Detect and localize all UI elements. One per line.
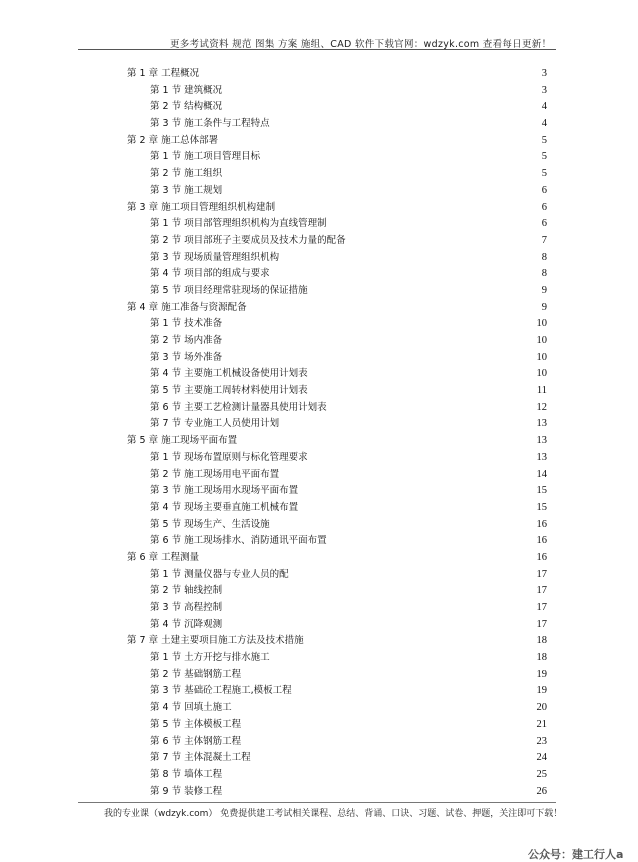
toc-entry-label: 第 1 节 建筑概况	[150, 84, 223, 96]
toc-section-entry[interactable]	[127, 700, 547, 717]
toc-section-entry[interactable]	[127, 784, 547, 801]
toc-entry-label: 第 2 节 施工组织	[150, 168, 223, 180]
toc-page-number: 4	[541, 101, 547, 113]
toc-section-entry[interactable]	[127, 683, 547, 700]
toc-page-number: 5	[541, 168, 547, 180]
toc-page-number: 21	[536, 718, 547, 730]
toc-page-number: 17	[536, 585, 547, 597]
toc-section-entry[interactable]	[127, 99, 547, 116]
toc-leader-dots	[224, 195, 540, 196]
toc-section-entry[interactable]	[127, 650, 547, 667]
toc-entry-label: 第 1 节 土方开挖与排水施工	[150, 652, 270, 664]
toc-leader-dots	[348, 245, 540, 246]
toc-entry-label: 第 9 节 装修工程	[150, 785, 223, 797]
toc-section-entry[interactable]	[127, 233, 547, 250]
toc-entry-label: 第 7 节 主体混凝土工程	[150, 752, 251, 764]
toc-leader-dots	[294, 695, 535, 696]
toc-page-number: 15	[536, 501, 547, 513]
toc-leader-dots	[253, 762, 535, 763]
toc-leader-dots	[201, 78, 540, 79]
toc-section-entry[interactable]	[127, 350, 547, 367]
toc-leader-dots	[310, 378, 535, 379]
toc-leader-dots	[281, 478, 534, 479]
toc-section-entry[interactable]	[127, 583, 547, 600]
toc-entry-label: 第 6 节 施工现场排水、消防通讯平面布置	[150, 535, 327, 547]
toc-entry-label: 第 1 节 现场布置原则与标化管理要求	[150, 451, 308, 463]
toc-leader-dots	[234, 712, 535, 713]
toc-leader-dots	[249, 311, 540, 312]
toc-leader-dots	[220, 145, 540, 146]
toc-leader-dots	[272, 662, 535, 663]
toc-leader-dots	[272, 528, 535, 529]
toc-entry-label: 第 1 节 施工项目管理目标	[150, 151, 261, 163]
toc-page-number: 11	[536, 385, 547, 397]
footer-divider	[78, 802, 556, 803]
toc-entry-label: 第 4 节 主要施工机械设备使用计划表	[150, 368, 308, 380]
toc-chapter-entry[interactable]	[127, 66, 547, 83]
toc-page-number: 17	[536, 568, 547, 580]
toc-section-entry[interactable]	[127, 467, 547, 484]
toc-entry-label: 第 2 节 基础钢筋工程	[150, 668, 242, 680]
toc-chapter-entry[interactable]	[127, 133, 547, 150]
toc-page-number: 26	[536, 785, 547, 797]
toc-section-entry[interactable]	[127, 83, 547, 100]
toc-entry-label: 第 2 节 项目部班子主要成员及技术力量的配备	[150, 234, 346, 246]
toc-leader-dots	[224, 345, 534, 346]
toc-leader-dots	[224, 178, 540, 179]
toc-page-number: 16	[536, 518, 547, 530]
table-of-contents	[127, 66, 547, 800]
toc-leader-dots	[224, 612, 534, 613]
toc-entry-label: 第 7 节 专业施工人员使用计划	[150, 418, 280, 430]
toc-page-number: 7	[541, 234, 547, 246]
toc-leader-dots	[272, 278, 540, 279]
toc-leader-dots	[243, 679, 534, 680]
toc-entry-label: 第 2 节 轴线控制	[150, 585, 223, 597]
toc-entry-label: 第 5 节 项目经理常驻现场的保证措施	[150, 284, 308, 296]
toc-leader-dots	[281, 261, 540, 262]
toc-leader-dots	[329, 412, 535, 413]
toc-page-number: 16	[536, 551, 547, 563]
toc-section-entry[interactable]	[127, 450, 547, 467]
toc-section-entry[interactable]	[127, 667, 547, 684]
toc-page-number: 17	[536, 618, 547, 630]
toc-page-number: 6	[541, 201, 547, 213]
toc-leader-dots	[306, 645, 535, 646]
toc-section-entry[interactable]	[127, 517, 547, 534]
toc-page-number: 18	[536, 652, 547, 664]
toc-leader-dots	[300, 512, 534, 513]
toc-page-number: 3	[541, 68, 547, 79]
toc-chapter-entry[interactable]	[127, 300, 547, 317]
toc-section-entry[interactable]	[127, 750, 547, 767]
toc-entry-label: 第 1 章 工程概况	[127, 68, 200, 79]
toc-entry-label: 第 3 节 场外准备	[150, 351, 223, 363]
toc-chapter-entry[interactable]	[127, 550, 547, 567]
toc-leader-dots	[291, 578, 535, 579]
toc-entry-label: 第 5 节 主要施工周转材料使用计划表	[150, 385, 308, 397]
toc-entry-label: 第 6 节 主体钢筋工程	[150, 735, 242, 747]
toc-page-number: 24	[536, 752, 547, 764]
toc-leader-dots	[272, 128, 540, 129]
toc-entry-label: 第 6 章 工程测量	[127, 551, 200, 563]
toc-section-entry[interactable]	[127, 316, 547, 333]
toc-page-number: 4	[541, 118, 547, 130]
toc-section-entry[interactable]	[127, 483, 547, 500]
toc-entry-label: 第 1 节 测量仪器与专业人员的配	[150, 568, 289, 580]
toc-chapter-entry[interactable]	[127, 200, 547, 217]
toc-page-number: 20	[536, 702, 547, 714]
toc-leader-dots	[224, 95, 540, 96]
toc-leader-dots	[224, 111, 540, 112]
toc-entry-label: 第 3 节 现场质量管理组织机构	[150, 251, 280, 263]
toc-page-number: 17	[536, 602, 547, 613]
toc-section-entry[interactable]	[127, 283, 547, 300]
toc-page-number: 14	[536, 468, 547, 480]
toc-entry-label: 第 2 节 施工现场用电平面布置	[150, 468, 280, 480]
toc-chapter-entry[interactable]	[127, 433, 547, 450]
toc-entry-label: 第 6 节 主要工艺检测计量器具使用计划表	[150, 401, 327, 413]
toc-chapter-entry[interactable]	[127, 633, 547, 650]
toc-page-number: 5	[541, 151, 547, 163]
toc-page-number: 8	[541, 251, 547, 263]
toc-section-entry[interactable]	[127, 567, 547, 584]
toc-section-entry[interactable]	[127, 734, 547, 751]
toc-entry-label: 第 1 节 技术准备	[150, 318, 223, 330]
toc-section-entry[interactable]	[127, 216, 547, 233]
toc-leader-dots	[310, 395, 535, 396]
toc-section-entry[interactable]	[127, 183, 547, 200]
toc-entry-label: 第 5 章 施工现场平面布置	[127, 435, 238, 447]
toc-entry-label: 第 5 节 现场生产、生活设施	[150, 518, 270, 530]
toc-entry-label: 第 3 节 施工规划	[150, 184, 223, 196]
toc-page-number: 3	[541, 84, 547, 96]
toc-entry-label: 第 4 节 回填土施工	[150, 702, 232, 714]
toc-page-number: 13	[536, 435, 547, 447]
toc-leader-dots	[224, 629, 534, 630]
toc-page-number: 19	[536, 668, 547, 680]
toc-entry-label: 第 4 章 施工准备与资源配备	[127, 301, 247, 313]
toc-leader-dots	[243, 745, 534, 746]
toc-section-entry[interactable]	[127, 767, 547, 784]
toc-section-entry[interactable]	[127, 383, 547, 400]
toc-entry-label: 第 3 节 施工条件与工程特点	[150, 118, 270, 130]
toc-leader-dots	[224, 328, 534, 329]
toc-section-entry[interactable]	[127, 149, 547, 166]
toc-section-entry[interactable]	[127, 116, 547, 133]
toc-leader-dots	[300, 495, 534, 496]
toc-page-number: 18	[536, 635, 547, 647]
toc-entry-label: 第 3 节 施工现场用水现场平面布置	[150, 485, 299, 497]
toc-leader-dots	[281, 428, 534, 429]
toc-page-number: 10	[536, 335, 547, 346]
toc-entry-label: 第 3 节 高程控制	[150, 602, 223, 613]
toc-page-number: 6	[541, 184, 547, 196]
header-divider	[78, 49, 556, 50]
toc-leader-dots	[310, 295, 540, 296]
toc-leader-dots	[239, 445, 534, 446]
toc-entry-label: 第 5 节 主体模板工程	[150, 718, 242, 730]
toc-entry-label: 第 3 章 施工项目管理组织机构建制	[127, 201, 276, 213]
toc-leader-dots	[310, 462, 535, 463]
toc-entry-label: 第 1 节 项目部管理组织机构为直线管理制	[150, 218, 327, 230]
toc-page-number: 6	[541, 218, 547, 230]
toc-page-number: 10	[536, 318, 547, 330]
toc-leader-dots	[224, 595, 534, 596]
toc-section-entry[interactable]	[127, 366, 547, 383]
toc-leader-dots	[224, 362, 534, 363]
toc-leader-dots	[201, 562, 534, 563]
toc-section-entry[interactable]	[127, 617, 547, 634]
toc-section-entry[interactable]	[127, 416, 547, 433]
toc-leader-dots	[243, 729, 534, 730]
toc-page-number: 10	[536, 368, 547, 380]
toc-page-number: 16	[536, 535, 547, 547]
watermark-text: 公众号：建工行人a	[528, 848, 624, 861]
toc-section-entry[interactable]	[127, 600, 547, 617]
toc-section-entry[interactable]	[127, 166, 547, 183]
toc-entry-label: 第 7 章 土建主要项目施工方法及技术措施	[127, 635, 304, 647]
toc-page-number: 23	[536, 735, 547, 747]
toc-leader-dots	[262, 161, 540, 162]
toc-page-number: 9	[541, 301, 547, 313]
toc-leader-dots	[329, 228, 540, 229]
toc-section-entry[interactable]	[127, 500, 547, 517]
toc-page-number: 10	[536, 351, 547, 363]
toc-page-number: 12	[536, 401, 547, 413]
toc-entry-label: 第 2 节 结构概况	[150, 101, 223, 113]
toc-page-number: 9	[541, 284, 547, 296]
toc-section-entry[interactable]	[127, 266, 547, 283]
toc-page-number: 8	[541, 268, 547, 280]
toc-page-number: 13	[536, 451, 547, 463]
toc-entry-label: 第 4 节 现场主要垂直施工机械布置	[150, 501, 299, 513]
toc-page-number: 5	[541, 134, 547, 146]
page-footer: 我的专业课（wdzyk.com） 免费提供建工考试相关课程、总结、背诵、口诀、习题、试卷、押题，关注即可下载！	[104, 809, 563, 819]
toc-page-number: 25	[536, 768, 547, 780]
toc-leader-dots	[224, 779, 534, 780]
toc-section-entry[interactable]	[127, 717, 547, 734]
toc-section-entry[interactable]	[127, 400, 547, 417]
toc-entry-label: 第 2 章 施工总体部署	[127, 134, 219, 146]
toc-leader-dots	[224, 795, 534, 796]
toc-entry-label: 第 3 节 基础砼工程施工,模板工程	[150, 685, 292, 697]
toc-leader-dots	[329, 545, 535, 546]
page-header: 更多考试资料 规范 图集 方案 施组、CAD 软件下载官网：wdzyk.com 查看每日更新！	[170, 39, 552, 50]
toc-section-entry[interactable]	[127, 333, 547, 350]
toc-page-number: 13	[536, 418, 547, 430]
toc-entry-label: 第 2 节 场内准备	[150, 335, 223, 346]
toc-entry-label: 第 4 节 沉降观测	[150, 618, 223, 630]
toc-section-entry[interactable]	[127, 533, 547, 550]
toc-entry-label: 第 8 节 墙体工程	[150, 768, 223, 780]
toc-section-entry[interactable]	[127, 250, 547, 267]
toc-page-number: 19	[536, 685, 547, 697]
toc-page-number: 15	[536, 485, 547, 497]
toc-entry-label: 第 4 节 项目部的组成与要求	[150, 268, 270, 280]
toc-leader-dots	[277, 211, 540, 212]
